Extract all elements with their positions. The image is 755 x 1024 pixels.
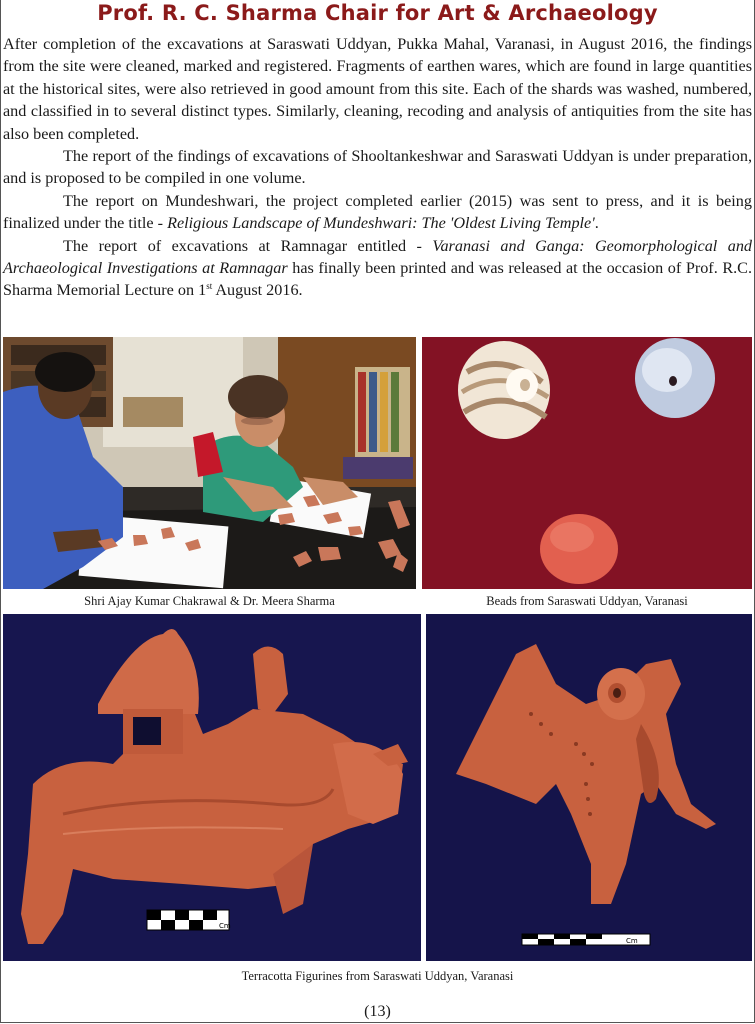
- paragraph-report-preparation: The report of the findings of excavations of Shooltankeshwar and Saraswati Uddyan is under preparation, and is proposed to be compiled in one volume.: [3, 147, 752, 188]
- text: August 2016.: [212, 281, 303, 300]
- page-number: (13): [364, 1003, 391, 1020]
- paragraph-mundeshwari-report: [3, 190, 752, 235]
- paragraph-excavation-findings: After completion of the excavations at Saraswati Uddyan, Pukka Mahal, Varanasi, in August 2016, the findings from the site were cleaned, marked and registered. Fragments of earthen wares, which are found in large quantities at the historical sites, were also retrieved in good amount from this site. Each of the shards was washed, numbered, and classified in to several distinct types. Similarly, cleaning, recoding and analysis of antiquities from the site has also been completed.: [3, 35, 752, 143]
- caption-terracotta-figurines: Terracotta Figurines from Saraswati Uddyan, Varanasi: [241, 969, 514, 983]
- text: has finally been printed and was released at the occasion of Prof. R.C. Sharma Memorial Lecture on 1: [3, 259, 753, 300]
- body-text: [3, 33, 752, 302]
- scale-bar: [147, 910, 231, 930]
- scale-bar: [522, 934, 650, 945]
- text: .: [594, 214, 599, 233]
- photo-terracotta-animal-figurine: [426, 614, 752, 961]
- paragraph-ramnagar-report: [3, 235, 752, 302]
- scale-label: Cm: [219, 922, 231, 930]
- book-title-mundeshwari: Religious Landscape of Mundeshwari: The 'Oldest Living Temple': [167, 214, 595, 233]
- ordinal-suffix: st: [206, 281, 213, 292]
- text: The report of excavations at Ramnagar entitled -: [63, 236, 433, 255]
- photo-researchers: [3, 337, 416, 589]
- caption-beads: Beads from Saraswati Uddyan, Varanasi: [486, 594, 688, 608]
- text: The report on Mundeshwari, the project completed earlier (2015) was sent to press, and it is being finalized under the title -: [3, 191, 752, 233]
- photo-terracotta-rider-figurine: [3, 614, 421, 961]
- book-title-ramnagar: Varanasi and Ganga: Geomorphological and Archaeological Investigations at Ramnagar: [3, 236, 753, 278]
- caption-researchers: Shri Ajay Kumar Chakrawal & Dr. Meera Sharma: [84, 594, 335, 608]
- photo-beads: [422, 337, 752, 589]
- scale-label: Cm: [626, 937, 638, 945]
- page-title: Prof. R. C. Sharma Chair for Art & Archaeology: [97, 1, 658, 25]
